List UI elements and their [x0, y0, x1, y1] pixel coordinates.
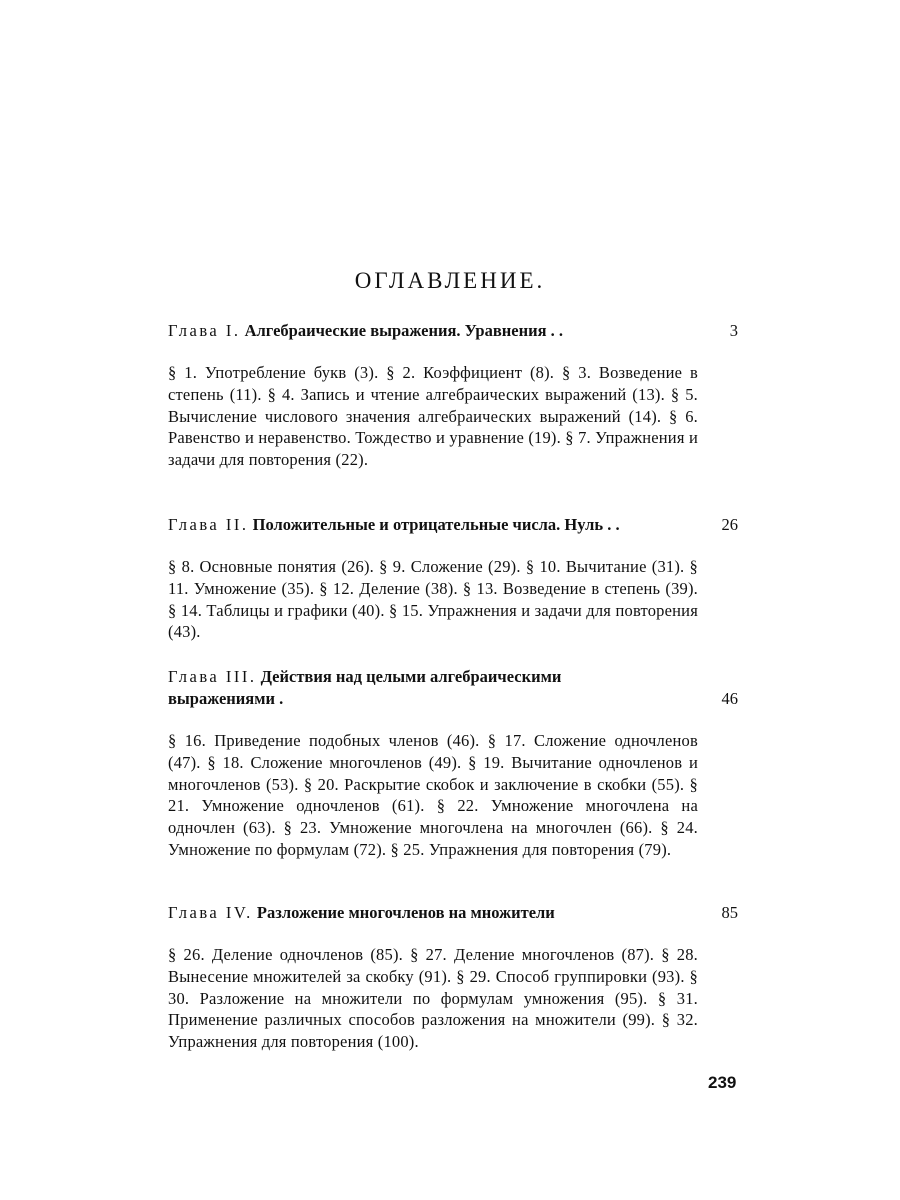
chapter-page-number: 46 [721, 689, 738, 708]
chapter-title: Алгебраические выражения. Уравнения . . [244, 321, 564, 340]
chapter-1 [168, 320, 738, 471]
chapter-contents: § 8. Основные понятия (26). § 9. Сложение (29). § 10. Вычитание (31). § 11. Умножение (35). § 12. Деление (38). § 13. Возведение в степень (39). § 14. Таблицы и графики (40). § 15. Упражнения и задачи для повторения (43). [168, 557, 698, 642]
chapter-title: Положительные и отрицательные числа. Нуль . . [252, 515, 620, 534]
chapter-label: Глава III. [168, 667, 257, 686]
chapter-title: Действия над целыми алгебраическими выражениями . [168, 667, 562, 708]
chapter-page-number: 85 [721, 903, 738, 922]
chapter-contents: § 26. Деление одночленов (85). § 27. Деление многочленов (87). § 28. Вынесение множителей за скобку (91). § 29. Способ группировки (93). § 30. Разложение на множители по формулам умножения (95). § 31. Применение различных способов разложения на множители (99). § 32. Упражнения для повторения (100). [168, 945, 698, 1052]
chapter-label: Глава I. [168, 321, 241, 340]
page-title: ОГЛАВЛЕНИЕ. [354, 268, 546, 293]
chapter-heading [168, 902, 738, 924]
chapter-heading [168, 666, 738, 710]
chapter-page-number: 26 [721, 515, 738, 534]
chapter-contents: § 1. Употребление букв (3). § 2. Коэффициент (8). § 3. Возведение в степень (11). § 4. Запись и чтение алгебраических выражений (13). § 5. Вычисление числового значения алгебраических выражений (14). § 6. Равенство и неравенство. Тождество и уравнение (19). § 7. Упражнения и задачи для повторения (22). [168, 363, 698, 470]
chapter-2 [168, 514, 738, 643]
chapter-page-number: 3 [729, 321, 738, 340]
chapter-3 [168, 666, 738, 861]
chapter-contents: § 16. Приведение подобных членов (46). § 17. Сложение одночленов (47). § 18. Сложение многочленов (49). § 19. Вычитание одночленов и многочленов (53). § 20. Раскрытие скобок и заключение в скобки (55). § 21. Умножение одночленов (61). § 22. Умножение многочлена на одночлен (63). § 23. Умножение многочлена на многочлен (66). § 24. Умножение по формулам (72). § 25. Упражнения для повторения (79). [168, 731, 698, 859]
page-number: 239 [708, 1073, 737, 1092]
chapter-heading [168, 320, 738, 342]
chapter-label: Глава II. [168, 515, 249, 534]
chapter-4 [168, 902, 738, 1053]
chapter-label: Глава IV. [168, 903, 253, 922]
chapter-title: Разложение многочленов на множители [256, 903, 555, 922]
chapter-heading [168, 514, 738, 536]
